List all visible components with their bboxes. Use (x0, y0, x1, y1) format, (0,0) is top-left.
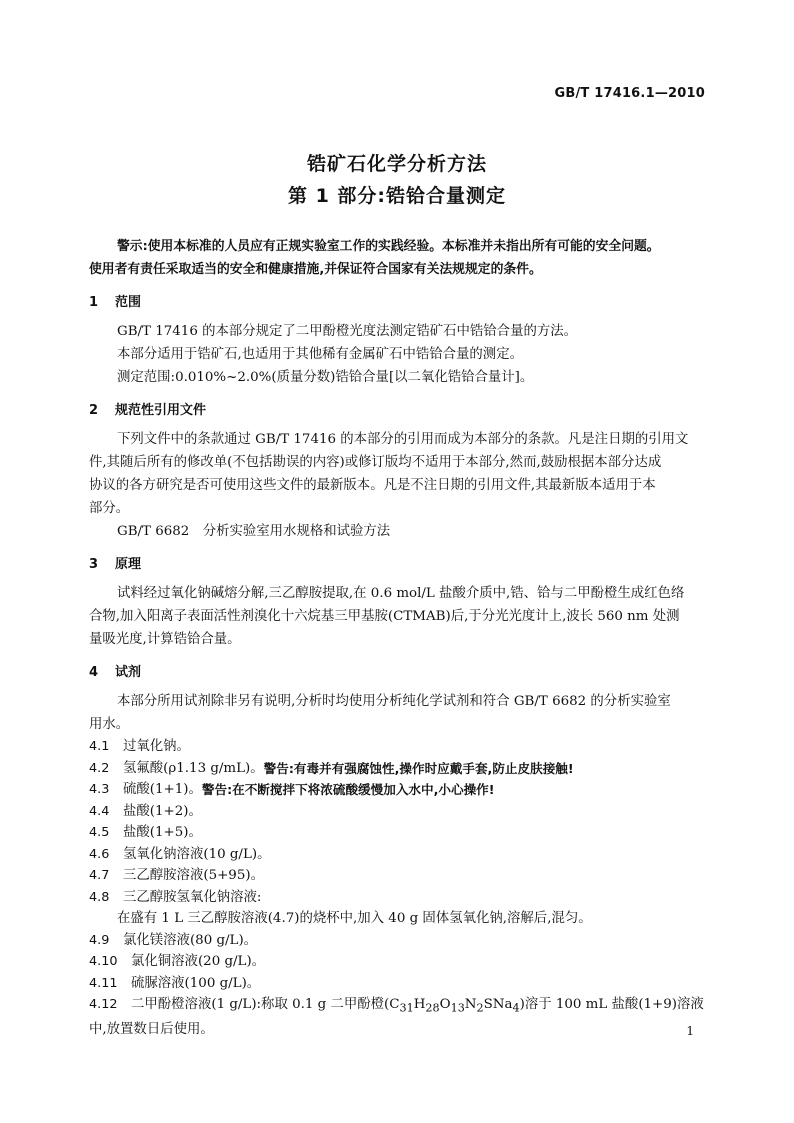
item-text: 三乙醇胺溶液(5+95)。 (123, 868, 264, 883)
item-text: 氢氧化钠溶液(10 g/L)。 (123, 846, 271, 862)
item-number: 4.12 (89, 997, 118, 1012)
page-number: 1 (686, 1024, 694, 1038)
warning-block (89, 235, 706, 281)
item-number: 4.2 (89, 760, 110, 776)
item-text: 氯化镁溶液(80 g/L)。 (123, 932, 258, 948)
paragraph-line: 下列文件中的条款通过 GB/T 17416 的本部分的引用而成为本部分的条款。凡是注日期的引用文 (117, 432, 689, 447)
item-number: 4.10 (89, 954, 118, 969)
section-number: 2 (89, 403, 99, 418)
reagent-item (89, 994, 706, 1019)
item-text: 硫脲溶液(100 g/L)。 (131, 975, 261, 991)
paragraph: 测定范围:0.010%~2.0%(质量分数)锆铪合量[以二氧化锆铪合量计]。 (117, 370, 534, 385)
reagent-item (89, 951, 706, 973)
item-number: 4.6 (89, 846, 110, 862)
item-number: 4.3 (89, 782, 110, 797)
paragraph-line: 合物,加入阳离子表面活性剂溴化十六烷基三甲基胺(CTMAB)后,于分光光度计上,波长 560 nm 处测 (89, 609, 680, 624)
section-heading-principle (89, 553, 706, 576)
reagent-item (89, 779, 706, 801)
item-warning: 警告:在不断搅拌下将浓硫酸缓慢加入水中,小心操作! (201, 782, 495, 797)
document-body (89, 235, 706, 1041)
reagent-item (89, 758, 706, 780)
reagent-item (89, 822, 706, 844)
section-title: 范围 (115, 295, 142, 310)
paragraph: 本部分适用于锆矿石,也适用于其他稀有金属矿石中锆铪合量的测定。 (117, 347, 523, 362)
item-number: 4.4 (89, 803, 110, 819)
section-number: 3 (89, 557, 99, 572)
section-heading-reagents (89, 661, 706, 684)
item-number: 4.7 (89, 868, 110, 883)
formula-subscript: 2 (476, 1001, 484, 1015)
paragraph-line: 协议的各方研究是否可使用这些文件的最新版本。凡是不注日期的引用文件,其最新版本适用于本 (89, 478, 656, 493)
item-text: 过氧化钠。 (123, 739, 190, 754)
reagent-item (89, 736, 706, 758)
section-heading-scope (89, 291, 706, 314)
item-text: 盐酸(1+5)。 (123, 825, 202, 840)
item-warning: 警告:有毒并有强腐蚀性,操作时应戴手套,防止皮肤接触! (263, 760, 574, 776)
warning-line: 使用者有责任采取适当的安全和健康措施,并保证符合国家有关法规规定的条件。 (89, 262, 542, 277)
standard-code: GB/T 17416.1—2010 (554, 86, 705, 101)
item-text: 三乙醇胺氢氧化钠溶液: (123, 889, 262, 905)
item-text: 氯化铜溶液(20 g/L)。 (131, 954, 266, 969)
item-text: 氢氟酸(ρ1.13 g/mL)。 (123, 760, 264, 776)
paragraph-line: 量吸光度,计算锆铪合量。 (89, 632, 241, 647)
formula-subscript: 4 (512, 1001, 520, 1015)
formula-element: H (413, 997, 426, 1012)
item-text: 硫酸(1+1)。 (123, 782, 202, 797)
reagent-item (89, 973, 706, 995)
formula-subscript: 28 (425, 1001, 440, 1015)
paragraph: GB/T 17416 的本部分规定了二甲酚橙光度法测定锆矿石中锆铪合量的方法。 (117, 324, 578, 339)
reagent-item (89, 887, 706, 909)
paragraph-line: 用水。 (89, 717, 130, 732)
document-subtitle: 第 1 部分:锆铪合量测定 (287, 185, 507, 207)
formula-element: O (439, 997, 451, 1012)
document-title: 锆矿石化学分析方法 (306, 153, 487, 175)
item-text: 盐酸(1+2)。 (123, 803, 202, 819)
section-title: 试剂 (115, 665, 142, 680)
paragraph-line: 件,其随后所有的修改单(不包括勘误的内容)或修订版均不适用于本部分,然而,鼓励根据本部分达成 (89, 455, 662, 470)
reagent-item (89, 865, 706, 887)
section-heading-normative-references (89, 399, 706, 422)
item-continuation: 中,放置数日后使用。 (89, 1022, 214, 1038)
item-text (131, 994, 704, 1019)
section-title: 原理 (115, 557, 142, 572)
item-number: 4.5 (89, 825, 110, 840)
item-text-post: )溶于 100 mL 盐酸(1+9)溶液 (519, 997, 704, 1012)
item-continuation: 在盛有 1 L 三乙醇胺溶液(4.7)的烧杯中,加入 40 g 固体氢氧化钠,溶解后,混匀。 (117, 911, 592, 926)
formula-element: N (464, 997, 477, 1012)
paragraph-line: 本部分所用试剂除非另有说明,分析时均使用分析纯化学试剂和符合 GB/T 6682 的分析实验室 (117, 694, 671, 709)
paragraph-line: 试料经过氧化钠碱熔分解,三乙醇胺提取,在 0.6 mol/L 盐酸介质中,锆、铪与二甲酚橙生成红色络 (117, 586, 685, 601)
reagent-item (89, 844, 706, 866)
formula-subscript: 13 (450, 1001, 465, 1015)
item-number: 4.8 (89, 889, 110, 905)
reference-entry: GB/T 6682 分析实验室用水规格和试验方法 (117, 524, 391, 539)
reagent-item (89, 801, 706, 823)
item-number: 4.1 (89, 739, 110, 754)
warning-line: 警示:使用本标准的人员应有正规实验室工作的实践经验。本标准并未指出所有可能的安全问题。 (117, 239, 660, 254)
reagent-item (89, 930, 706, 952)
formula-element: SNa (483, 997, 513, 1012)
formula-subscript: 31 (399, 1001, 414, 1015)
section-number: 1 (89, 295, 99, 310)
item-number: 4.9 (89, 932, 110, 948)
item-text-pre: 二甲酚橙溶液(1 g/L):称取 0.1 g 二甲酚橙(C (131, 997, 400, 1012)
section-title: 规范性引用文件 (115, 403, 207, 418)
item-number: 4.11 (89, 975, 118, 991)
section-number: 4 (89, 665, 99, 680)
paragraph-line: 部分。 (89, 501, 130, 516)
